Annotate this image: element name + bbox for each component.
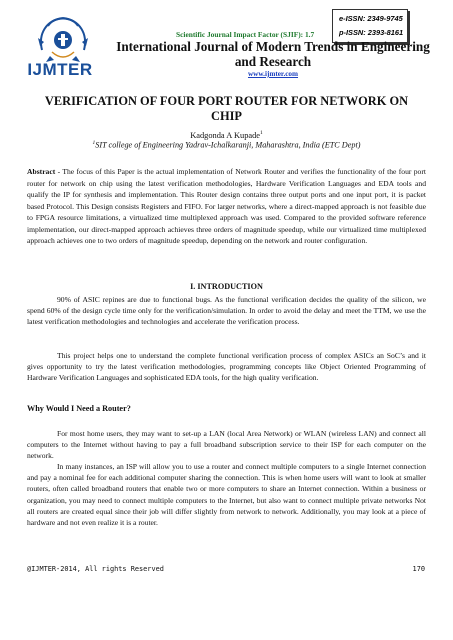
abstract-text: - The focus of this Paper is the actual implementation of Network Router and verifies the functionality of the four port router for network on chip using the latest verification methodologies, Hardware Verification Languages and EDA tools and qualify the IP for synthesis and implementation. This Router design contains three output ports and one input port, it is packet based Protocol. This Design consists Registers and FIFO. For larger networks, where a direct-mapped approach is not feasible due to FPGA resource limitations, a virtualized time multiplexed approach was used. Compared to the provided software reference implementation, our direct-mapped approach achieves three orders of magnitude speedup, while our virtualized time multiplexed approach achieves one to two orders of magnitude speedup, depending on the network and router configuration.	[27, 167, 426, 245]
abstract-label: Abstract	[27, 167, 56, 176]
affiliation-superscript: 1	[92, 140, 96, 146]
abstract	[27, 166, 426, 247]
impact-factor: Scientific Journal Impact Factor (SJIF): 1.7	[176, 30, 315, 39]
author	[30, 130, 423, 140]
why-paragraph-2: In many instances, an ISP will allow you to use a router and connect multiple computers to a single Internet connection and pay a nominal fee for each additional computer sharing the connection. This is when home users will want to look at smaller routers, often called broadband routers that enable two or more computers to share an Internet connection. Within a business or organization, you may need to connect multiple computers to the Internet, but also want to connect multiple private networks Not all routers are created equal since their job will differ slightly from network to network. Additionally, you may look at a piece of hardware and not even realize it is a router.	[27, 462, 426, 528]
paper-title: VERIFICATION OF FOUR PORT ROUTER FOR NETWORK ON CHIP	[44, 94, 409, 123]
affiliation	[30, 140, 423, 150]
intro-paragraph-2: This project helps one to understand the complete functional verification process of complex ASICs an SoC’s and it gives opportunity to try the latest verification methodologies, programming concepts like Object Oriented Programming of Hardware Verification Languages and sophisticated EDA tools, for the high quality verification.	[27, 351, 426, 383]
intro-paragraph-1: 90% of ASIC repines are due to functional bugs. As the functional verification decides the quality of the silicon, we spend 60% of the design cycle time only for the verification/simulation. In order to avoid the delay and meet the TTM, we use the latest verification methodologies and technologies and accelerate the verification process.	[27, 295, 426, 327]
eissn: e-ISSN: 2349-9745	[339, 14, 403, 23]
page-number: 170	[412, 565, 425, 573]
logo-text: IJMTER	[27, 60, 93, 79]
journal-url-link[interactable]: www.ijmter.com	[247, 70, 299, 78]
author-superscript: 1	[260, 130, 263, 136]
intro-heading: I. INTRODUCTION	[190, 282, 263, 291]
journal-name: International Journal of Modern Trends in Engineering and Research	[116, 39, 430, 69]
footer-copyright: @IJMTER-2014, All rights Reserved	[27, 565, 164, 573]
why-heading: Why Would I Need a Router?	[27, 404, 131, 413]
author-name: Kadgonda A Kupade	[190, 130, 261, 140]
issn-box	[332, 9, 408, 43]
why-paragraph-1: For most home users, they may want to set-up a LAN (local Area Network) or WLAN (wireless LAN) and connect all computers to the Internet without having to pay a full broadband subscription service to their ISP for each computer on the network.	[27, 429, 426, 461]
affiliation-text: SIT college of Engineering Yadrav-Ichalkaranji, Maharashtra, India (ETC Dept)	[95, 140, 361, 150]
pissn: p-ISSN: 2393-8161	[339, 28, 404, 37]
